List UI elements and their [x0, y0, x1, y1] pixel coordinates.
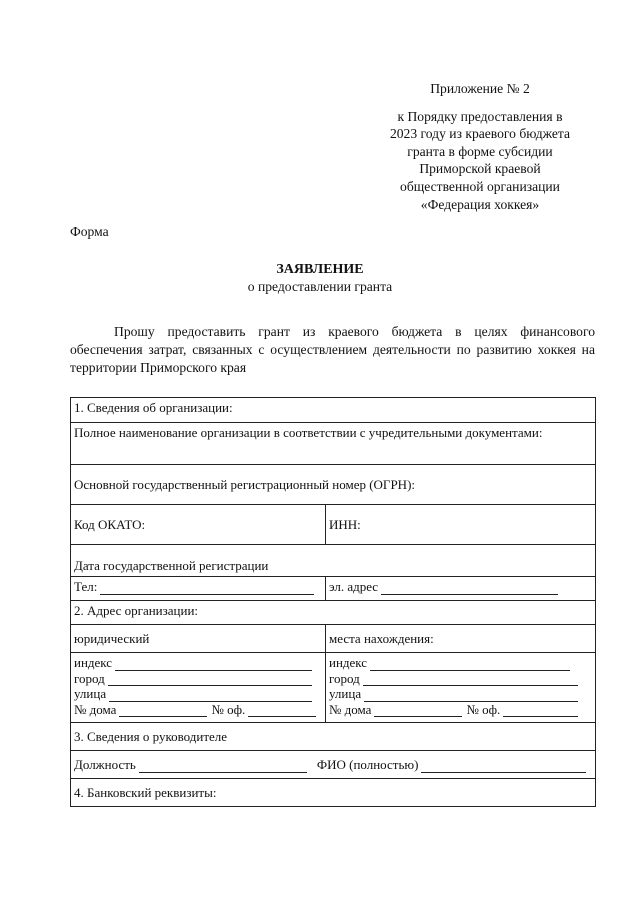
email-blank	[381, 583, 558, 595]
legal-address-block	[71, 653, 326, 723]
actual-index-row[interactable]: индекс	[329, 655, 592, 671]
legal-address-header: юридический	[71, 625, 326, 653]
legal-city-row[interactable]: город	[74, 671, 322, 687]
actual-city-row[interactable]: город	[329, 671, 592, 687]
field-inn-label: ИНН:	[329, 516, 361, 532]
appendix-line: Приморской краевой	[419, 161, 541, 177]
field-reg-date[interactable]	[71, 545, 596, 577]
field-ogrn-label: Основной государственный регистрационный номер (ОГРН):	[74, 476, 416, 492]
field-email[interactable]	[326, 577, 596, 601]
head-info-row[interactable]	[71, 751, 596, 779]
field-email-label: эл. адрес	[329, 579, 379, 594]
position-blank	[139, 761, 307, 773]
form-label: Форма	[70, 224, 109, 239]
actual-index-blank	[370, 659, 570, 671]
application-table	[70, 397, 596, 807]
document-subtitle: о предоставлении гранта	[247, 279, 393, 294]
legal-city-blank	[108, 674, 312, 686]
section-organization-info: 1. Сведения об организации:	[71, 398, 596, 423]
actual-street-blank	[364, 690, 578, 702]
appendix-number: Приложение № 2	[430, 81, 530, 96]
field-okato-label: Код ОКАТО:	[74, 516, 146, 532]
field-phone-label: Тел:	[74, 579, 98, 594]
actual-street-row[interactable]: улица	[329, 686, 592, 702]
appendix-line: гранта в форме субсидии	[407, 143, 553, 159]
actual-city-blank	[363, 674, 578, 686]
actual-address-block	[326, 653, 596, 723]
field-okato[interactable]	[71, 505, 326, 545]
fio-blank	[421, 761, 586, 773]
legal-house-row[interactable]: № дома № оф.	[74, 702, 322, 718]
actual-address-header: места нахождения:	[326, 625, 596, 653]
legal-index-row[interactable]: индекс	[74, 655, 322, 671]
legal-office-blank	[248, 705, 316, 717]
actual-house-blank	[374, 705, 462, 717]
request-paragraph: Прошу предоставить грант из краевого бюджета в целях финансового обеспечения затрат, связанных с осуществлением деятельности по развитию хоккея на территории Приморского края	[70, 324, 595, 375]
section-address: 2. Адрес организации:	[71, 601, 596, 625]
field-phone[interactable]	[71, 577, 326, 601]
legal-index-blank	[115, 659, 312, 671]
appendix-header	[360, 80, 600, 213]
actual-house-row[interactable]: № дома № оф.	[329, 702, 592, 718]
field-reg-date-label: Дата государственной регистрации	[74, 558, 269, 573]
field-inn[interactable]	[326, 505, 596, 545]
field-full-name[interactable]	[71, 423, 596, 465]
field-ogrn[interactable]	[71, 465, 596, 505]
field-full-name-label: Полное наименование организации в соответствии с учредительными документами:	[74, 425, 543, 440]
appendix-line: общественной организации	[400, 178, 560, 194]
section-head-info: 3. Сведения о руководителе	[71, 723, 596, 751]
phone-blank	[100, 583, 314, 595]
legal-street-row[interactable]: улица	[74, 686, 322, 702]
field-position-label: Должность	[74, 756, 136, 772]
appendix-line: «Федерация хоккея»	[420, 196, 540, 212]
field-fio-label: ФИО (полностью)	[316, 756, 419, 772]
document-title: ЗАЯВЛЕНИЕ	[276, 262, 364, 277]
legal-street-blank	[109, 690, 312, 702]
section-bank-details: 4. Банковский реквизиты:	[71, 779, 596, 807]
appendix-line: к Порядку предоставления в	[397, 108, 563, 124]
actual-office-blank	[503, 705, 578, 717]
appendix-line: 2023 году из краевого бюджета	[389, 126, 571, 142]
legal-house-blank	[119, 705, 207, 717]
